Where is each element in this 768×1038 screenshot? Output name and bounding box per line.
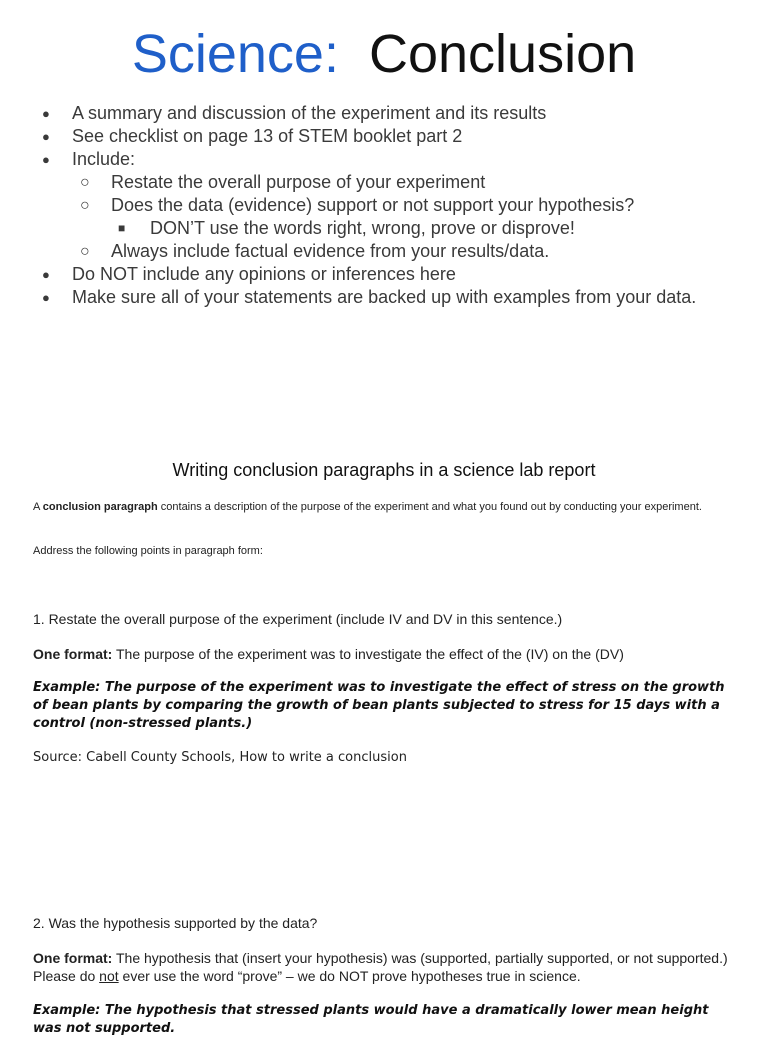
point1-heading: 1. Restate the overall purpose of the experiment (include IV and DV in this sentence.) [33, 611, 563, 627]
bullet-text: Does the data (evidence) support or not support your hypothesis? [111, 195, 635, 215]
intro-prefix: A [33, 501, 43, 513]
intro-bold-term: conclusion paragraph [42, 501, 158, 513]
bullet-text: Do NOT include any opinions or inferences here [72, 264, 456, 284]
list-item [0, 102, 768, 125]
title-conclusion: Conclusion [368, 24, 637, 84]
list-item [0, 148, 768, 171]
format-label: One format: [33, 950, 113, 966]
point1-example: Example: The purpose of the experiment was to investigate the effect of stress on the growth of bean plants by comparing the growth of bean plants subjected to stress for 15 days with a control (non-stressed plants.) [33, 680, 725, 731]
page-title [0, 22, 768, 86]
list-item [0, 194, 768, 217]
point2-heading: 2. Was the hypothesis supported by the data? [33, 915, 318, 931]
bullet-dot-icon: ● [42, 152, 50, 167]
list-item [0, 217, 768, 240]
bullet-text: A summary and discussion of the experiment and its results [72, 103, 547, 123]
point2-format [33, 949, 733, 985]
bullet-square-icon: ■ [118, 221, 126, 235]
bullet-dot-icon: ● [42, 290, 50, 305]
bullet-dot-icon: ● [42, 267, 50, 282]
bullet-dot-icon: ● [42, 129, 50, 144]
list-item [0, 125, 768, 148]
list-item [0, 263, 768, 286]
format-label: One format: [33, 646, 113, 662]
section-title: Writing conclusion paragraphs in a science lab report [172, 460, 596, 480]
bullet-dot-icon: ● [42, 106, 50, 121]
list-item [0, 171, 768, 194]
list-item [0, 240, 768, 263]
format-text: ever use the word “prove” – we do NOT prove hypotheses true in science. [118, 968, 581, 984]
intro-rest: contains a description of the purpose of the experiment and what you found out by conducting your experiment. [157, 501, 702, 513]
address-instruction: Address the following points in paragraph form: [33, 545, 263, 557]
bullet-circle-icon: ○ [80, 197, 90, 214]
source-citation: Source: Cabell County Schools, How to write a conclusion [33, 750, 407, 765]
bullet-text: Always include factual evidence from your results/data. [111, 241, 550, 261]
title-science: Science: [131, 24, 339, 84]
bullet-circle-icon: ○ [80, 174, 90, 191]
format-text: The hypothesis that (insert your hypothesis) was (supported, partially supported, or not supported.) Please do [33, 950, 728, 984]
bullet-list [0, 102, 768, 309]
bullet-text: Include: [72, 149, 136, 169]
underlined-not: not [99, 968, 119, 984]
format-text: The purpose of the experiment was to investigate the effect of the (IV) on the (DV) [112, 646, 624, 662]
list-item [0, 286, 768, 309]
bullet-text: DON’T use the words right, wrong, prove or disprove! [150, 218, 575, 238]
bullet-text: Restate the overall purpose of your experiment [111, 172, 486, 192]
bullet-text: See checklist on page 13 of STEM booklet part 2 [72, 126, 463, 146]
point2-example: Example: The hypothesis that stressed plants would have a dramatically lower mean height was not supported. [33, 1003, 709, 1036]
bullet-text: Make sure all of your statements are backed up with examples from your data. [72, 287, 697, 307]
bullet-circle-icon: ○ [80, 243, 90, 260]
intro-paragraph [33, 500, 713, 515]
point1-format [33, 645, 733, 663]
